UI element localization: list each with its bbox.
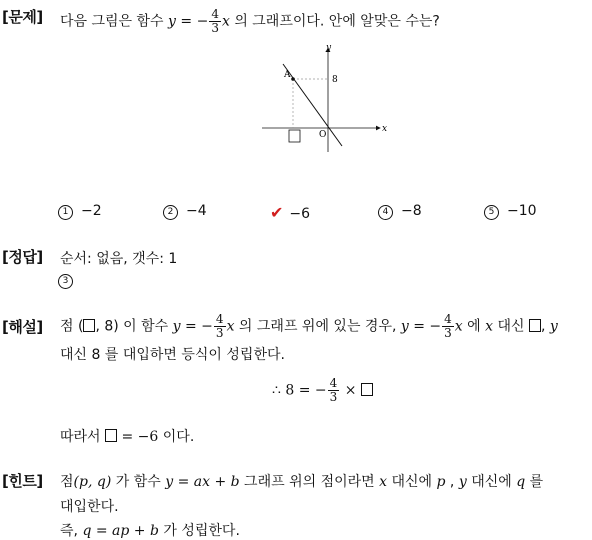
check-icon: ✔ <box>270 203 284 222</box>
answer-tag: [정답] <box>2 248 43 266</box>
function-graph <box>260 42 390 154</box>
hint-tag: [힌트] <box>2 472 43 490</box>
explain-line2: 대신 8 를 대입하면 등식이 성립한다. <box>60 347 285 363</box>
point-a <box>291 77 295 81</box>
point-a-label: A <box>284 70 291 80</box>
func-lhs: y = − <box>168 13 209 30</box>
answer-line1: 순서: 없음, 갯수: 1 <box>60 251 178 267</box>
explain-tag: [해설] <box>2 318 43 336</box>
y-axis-label: y <box>326 43 332 53</box>
explain-conclusion: 따라서 = −6 이다. <box>60 429 195 445</box>
blank-box <box>529 319 541 332</box>
hint-line2: 대입한다. <box>60 499 119 515</box>
explain-line1: 점 ( , 8) 이 함수 y = − $\frac{4}{3}$ x 의 그래프 위에 있는 경우, y = − $\frac{4}{3}$ x 에 x 대신 , y <box>60 312 558 340</box>
tick-label-8: 8 <box>332 75 338 85</box>
fraction: $\frac{4}{3}$ <box>211 7 219 35</box>
choice-4[interactable]: 4 −8 <box>378 203 422 220</box>
choice-5[interactable]: 5 −10 <box>484 203 537 220</box>
hint-line1: 점(p, q) 가 함수 y = ax + b 그래프 위의 점이라면 x 대신에 p , y 대신에 q 를 <box>60 474 544 490</box>
choice-1[interactable]: 1 −2 <box>58 203 102 220</box>
explain-equation: ∴ 8 = − $\frac{4}{3}$ × <box>272 377 373 404</box>
choice-2[interactable]: 2 −4 <box>163 203 207 220</box>
blank-box <box>361 383 373 396</box>
answer-box <box>289 130 300 142</box>
hint-line3: 즉, q = ap + b 가 성립한다. <box>60 523 240 539</box>
origin-label: O <box>319 130 327 140</box>
choice-3[interactable]: ✔ −6 <box>270 203 311 222</box>
blank-box <box>83 319 95 332</box>
problem-tag: [문제] <box>2 8 43 26</box>
problem-text: 다음 그림은 함수 y = − $\frac{4}{3}$ x 의 그래프이다. 안에 알맞은 수는? <box>60 7 440 35</box>
blank-box <box>105 429 117 442</box>
x-axis-label: x <box>382 124 388 134</box>
answer-line2: 3 <box>58 272 81 289</box>
